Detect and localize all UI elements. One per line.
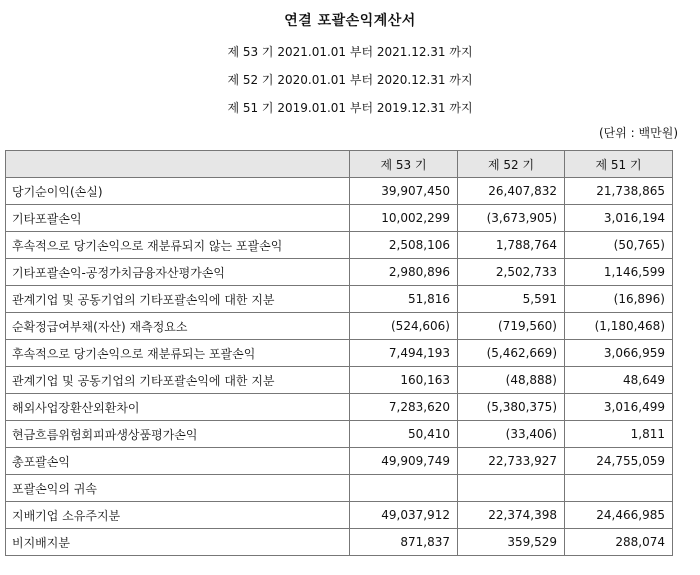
table-row xyxy=(6,232,673,259)
row-value-fy52: 5,591 xyxy=(458,286,565,313)
row-value-fy53: 7,494,193 xyxy=(350,340,458,367)
row-value-fy52: 26,407,832 xyxy=(458,178,565,205)
table-row xyxy=(6,394,673,421)
table-row xyxy=(6,529,673,556)
row-value-fy52: 22,733,927 xyxy=(458,448,565,475)
row-value-fy51: 21,738,865 xyxy=(565,178,673,205)
row-value-fy51: 288,074 xyxy=(565,529,673,556)
column-header-fy52: 제 52 기 xyxy=(458,151,565,178)
row-value-fy51: 24,466,985 xyxy=(565,502,673,529)
row-value-fy53: 51,816 xyxy=(350,286,458,313)
row-label: 총포괄손익 xyxy=(6,448,350,475)
row-value-fy53: 7,283,620 xyxy=(350,394,458,421)
row-value-fy52: (3,673,905) xyxy=(458,205,565,232)
row-value-fy51: (50,765) xyxy=(565,232,673,259)
row-value-fy51: 3,066,959 xyxy=(565,340,673,367)
table-row xyxy=(6,313,673,340)
row-label: 비지배지분 xyxy=(6,529,350,556)
period-line-3: 제 51 기 2019.01.01 부터 2019.12.31 까지 xyxy=(227,101,473,115)
row-label: 당기순이익(손실) xyxy=(6,178,350,205)
row-value-fy51: 3,016,499 xyxy=(565,394,673,421)
row-value-fy52: 2,502,733 xyxy=(458,259,565,286)
row-value-fy51: 1,146,599 xyxy=(565,259,673,286)
row-label: 기타포괄손익 xyxy=(6,205,350,232)
table-row xyxy=(6,421,673,448)
row-value-fy52: (5,462,669) xyxy=(458,340,565,367)
row-value-fy53: 871,837 xyxy=(350,529,458,556)
period-line-1: 제 53 기 2021.01.01 부터 2021.12.31 까지 xyxy=(227,45,473,59)
row-value-fy52: 1,788,764 xyxy=(458,232,565,259)
row-value-fy53: 49,037,912 xyxy=(350,502,458,529)
table-header-row xyxy=(6,151,673,178)
row-label: 관계기업 및 공동기업의 기타포괄손익에 대한 지분 xyxy=(6,367,350,394)
column-header-item xyxy=(6,151,350,178)
row-value-fy51: 24,755,059 xyxy=(565,448,673,475)
column-header-fy51: 제 51 기 xyxy=(565,151,673,178)
row-value-fy53 xyxy=(350,475,458,502)
row-value-fy51: 48,649 xyxy=(565,367,673,394)
row-value-fy51 xyxy=(565,475,673,502)
row-value-fy52: (719,560) xyxy=(458,313,565,340)
row-value-fy53: 49,909,749 xyxy=(350,448,458,475)
table-row xyxy=(6,367,673,394)
row-label: 기타포괄손익-공정가치금융자산평가손익 xyxy=(6,259,350,286)
row-value-fy51: 1,811 xyxy=(565,421,673,448)
row-label: 포괄손익의 귀속 xyxy=(6,475,350,502)
row-value-fy52: (33,406) xyxy=(458,421,565,448)
table-row xyxy=(6,448,673,475)
row-value-fy52: (48,888) xyxy=(458,367,565,394)
row-value-fy53: (524,606) xyxy=(350,313,458,340)
period-line-2: 제 52 기 2020.01.01 부터 2020.12.31 까지 xyxy=(227,73,473,87)
row-value-fy53: 160,163 xyxy=(350,367,458,394)
row-value-fy51: 3,016,194 xyxy=(565,205,673,232)
table-row xyxy=(6,502,673,529)
row-label: 후속적으로 당기손익으로 재분류되는 포괄손익 xyxy=(6,340,350,367)
row-label: 후속적으로 당기손익으로 재분류되지 않는 포괄손익 xyxy=(6,232,350,259)
row-value-fy52: 359,529 xyxy=(458,529,565,556)
table-row xyxy=(6,259,673,286)
income-statement-table xyxy=(5,150,673,556)
table-row xyxy=(6,340,673,367)
row-value-fy51: (1,180,468) xyxy=(565,313,673,340)
row-value-fy53: 39,907,450 xyxy=(350,178,458,205)
row-label: 순확정급여부채(자산) 재측정요소 xyxy=(6,313,350,340)
row-label: 관계기업 및 공동기업의 기타포괄손익에 대한 지분 xyxy=(6,286,350,313)
row-value-fy52: (5,380,375) xyxy=(458,394,565,421)
table-row xyxy=(6,286,673,313)
row-value-fy53: 2,980,896 xyxy=(350,259,458,286)
column-header-fy53: 제 53 기 xyxy=(350,151,458,178)
row-value-fy51: (16,896) xyxy=(565,286,673,313)
row-label: 지배기업 소유주지분 xyxy=(6,502,350,529)
row-value-fy53: 2,508,106 xyxy=(350,232,458,259)
report-title: 연결 포괄손익계산서 xyxy=(284,13,416,29)
row-value-fy53: 50,410 xyxy=(350,421,458,448)
table-row xyxy=(6,475,673,502)
row-value-fy53: 10,002,299 xyxy=(350,205,458,232)
table-row xyxy=(6,178,673,205)
unit-label: (단위 : 백만원) xyxy=(599,126,678,140)
row-value-fy52 xyxy=(458,475,565,502)
row-label: 해외사업장환산외환차이 xyxy=(6,394,350,421)
table-row xyxy=(6,205,673,232)
row-value-fy52: 22,374,398 xyxy=(458,502,565,529)
row-label: 현금흐름위험회피파생상품평가손익 xyxy=(6,421,350,448)
